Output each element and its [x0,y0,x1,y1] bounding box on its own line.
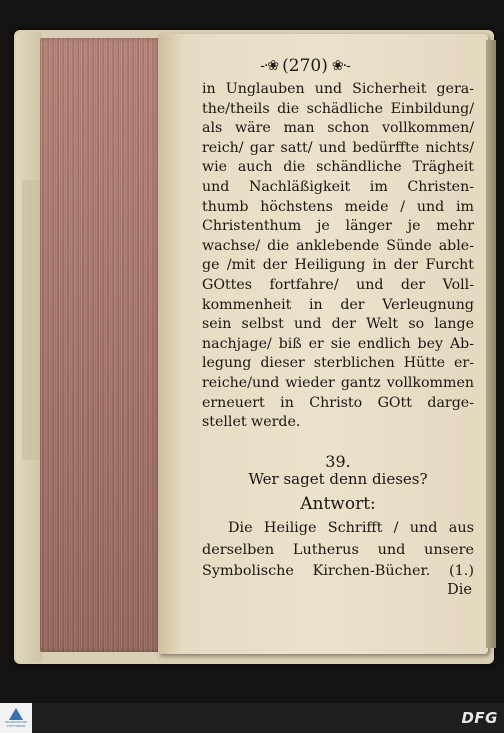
viewer-footer [0,703,504,733]
text-line: thumb höchstens meide / und im [202,198,474,215]
ornament-left-icon: -·❀ [260,58,279,74]
page-number: (270) [282,56,328,76]
text-line: als wäre man schon vollkommen/ [202,120,474,137]
text-line: kommenheit in der Verleugnung [202,296,474,313]
text-line: Christenthum je länger je mehr [202,218,474,235]
question-number: 39. [325,452,351,471]
text-line: und Nachläßigkeit im Christen- [202,178,474,195]
answer-line: derselben Lutherus und unsere [202,541,474,558]
text-line: reich/ gar satt/ und bedürffte nichts/ [202,139,474,156]
ornament-right-icon: ❀·- [331,58,350,74]
page-block-shade [40,38,162,652]
text-line: wachse/ die anklebende Sünde able- [202,237,474,254]
answer-line: Symbolische Kirchen-Bücher. (1.) [202,563,474,579]
text-line: legung dieser sterblichen Hütte er- [202,355,474,372]
page-header [160,52,450,80]
text-line: nachjage/ biß er sie endlich bey Ab- [202,335,474,352]
question-text: Wer saget denn dieses? [248,470,428,488]
answer-heading: Antwort: [300,494,376,514]
text-line: the/theils die schädliche Einbildung/ [202,100,474,117]
page-right-edge [486,40,496,648]
text-line: erneuert in Christo GOtt darge- [202,394,474,411]
text-line: sein selbst und der Welt so lange [202,316,474,333]
body-text [202,80,474,433]
text-line: in Unglauben und Sicherheit gera- [202,81,474,97]
text-line: ge /mit der Heiligung in der Furcht [202,257,474,274]
dfg-logo[interactable]: DFG [461,709,498,727]
text-line: GOttes fortfahre/ und der Voll- [202,276,474,293]
catchword: Die [447,582,472,598]
answer-line: Die Heilige Schrifft / und aus [228,520,474,536]
text-line: stellet werde. [202,414,301,431]
answer-text [202,518,474,583]
cover-shadow [22,180,40,460]
text-line: reiche/und wieder gantz vollkommen [202,374,474,391]
logo-caption: FRANCKESCHE STIFTUNGEN [4,720,28,728]
franckesche-stiftungen-logo[interactable] [0,703,32,733]
text-line: wie auch die schändliche Trägheit [202,159,474,176]
logo-mark-icon [9,708,23,720]
